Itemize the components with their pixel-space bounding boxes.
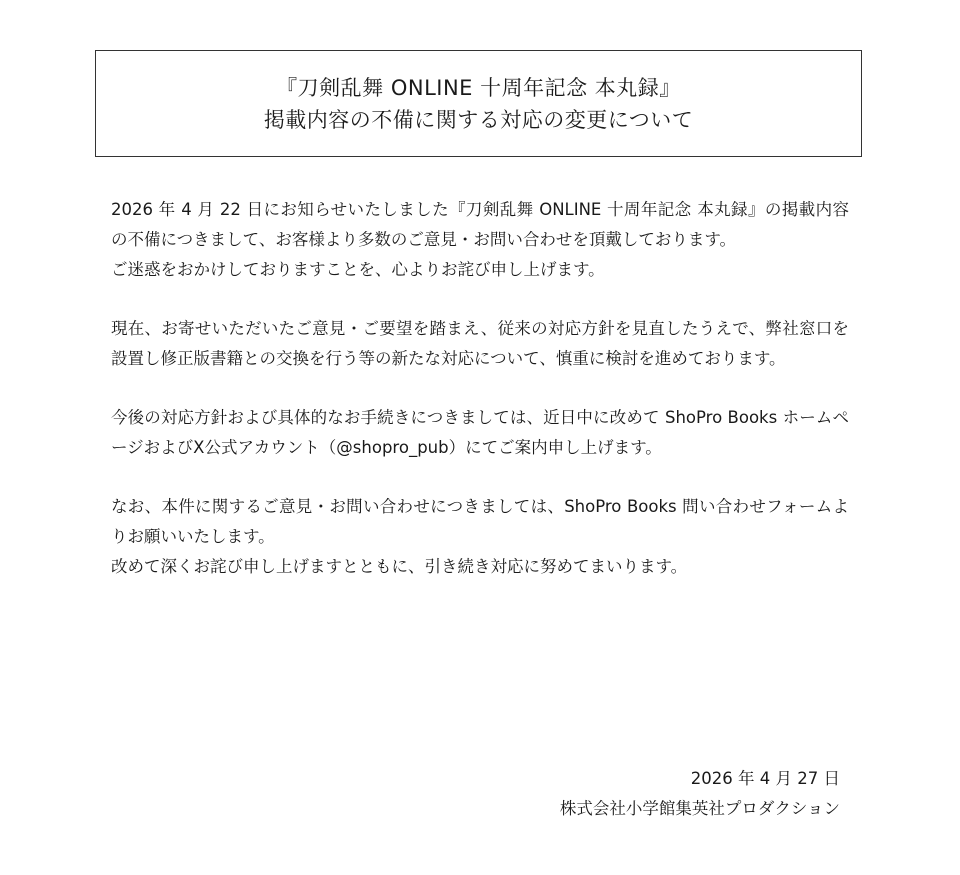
- title-line-2: 掲載内容の不備に関する対応の変更について: [263, 107, 694, 132]
- paragraph-apology-sorry: ご迷惑をおかけしておりますことを、心よりお詫び申し上げます。: [111, 260, 605, 279]
- signature: [560, 764, 840, 824]
- paragraph-announcement-text: 今後の対応方針および具体的なお手続きにつきましては、近日中に改めて ShoPro Books ホームページおよびX公式アカウント（@shopro_pub）にてご案内申し上げます。: [111, 408, 849, 457]
- paragraph-contact-text: なお、本件に関するご意見・お問い合わせにつきましては、ShoPro Books 問い合わせフォームよりお願いいたします。: [111, 497, 849, 546]
- paragraph-contact-closing: 改めて深くお詫び申し上げますとともに、引き続き対応に努めてまいります。: [111, 557, 688, 576]
- paragraph-review-text: 現在、お寄せいただいたご意見・ご要望を踏まえ、従来の対応方針を見直したうえで、弊社窓口を設置し修正版書籍との交換を行う等の新たな対応について、慎重に検討を進めております。: [111, 319, 849, 368]
- paragraph-announcement: [111, 403, 849, 463]
- title-line-1: 『刀剣乱舞 ONLINE 十周年記念 本丸録』: [276, 75, 681, 100]
- paragraph-review: [111, 314, 849, 374]
- paragraph-apology: [111, 195, 849, 285]
- paragraph-apology-text: 2026 年 4 月 22 日にお知らせいたしました『刀剣乱舞 ONLINE 十周年記念 本丸録』の掲載内容の不備につきまして、お客様より多数のご意見・お問い合わせを頂戴しております。: [111, 200, 849, 249]
- notice-body: [111, 195, 849, 611]
- paragraph-contact: [111, 492, 849, 582]
- title-box: [95, 50, 862, 157]
- signature-date: 2026 年 4 月 27 日: [690, 769, 840, 788]
- signature-company: 株式会社小学館集英社プロダクション: [559, 799, 840, 818]
